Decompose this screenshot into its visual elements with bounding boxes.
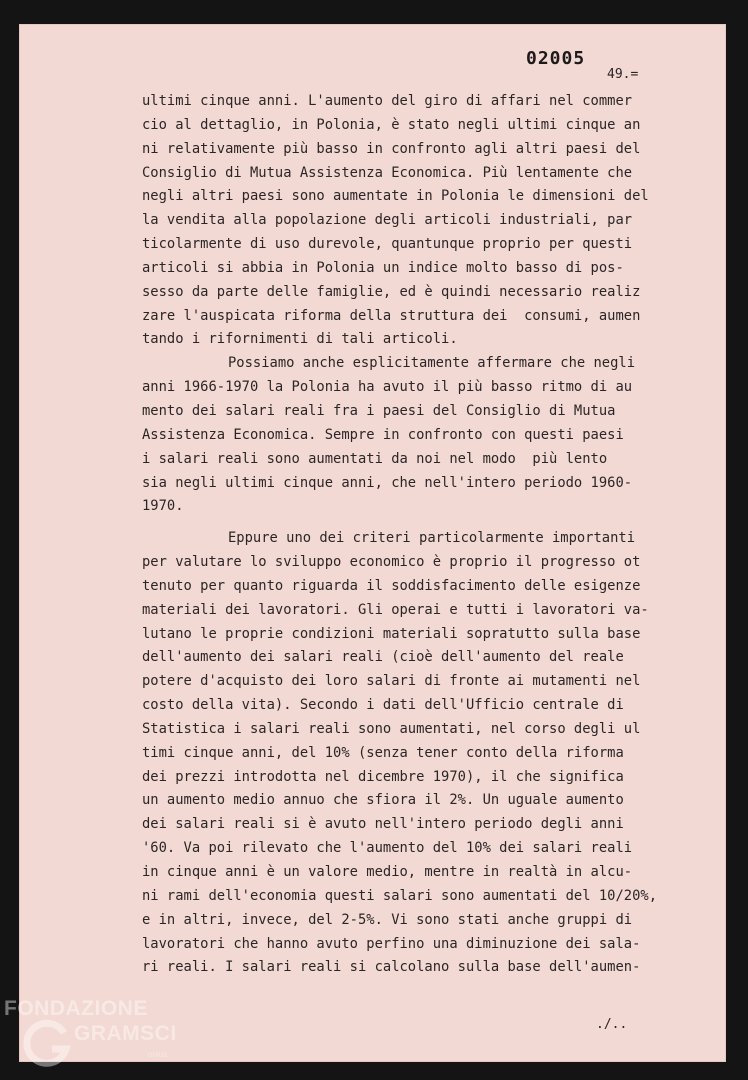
text-line: ni relativamente più basso in confronto agli altri paesi del bbox=[142, 140, 641, 157]
text-line: potere d'acquisto dei loro salari di fronte ai mutamenti nel bbox=[142, 673, 641, 690]
text-line: '60. Va poi rilevato che l'aumento del 10% dei salari reali bbox=[142, 840, 633, 857]
text-line: timi cinque anni, del 10% (senza tener conto della riforma bbox=[142, 744, 624, 761]
text-line: 1970. bbox=[142, 498, 184, 515]
text-line: Eppure uno dei criteri particolarmente importanti bbox=[228, 530, 636, 547]
text-line: negli altri paesi sono aumentate in Polonia le dimensioni del bbox=[142, 188, 649, 205]
text-line: Assistenza Economica. Sempre in confronto con questi paesi bbox=[142, 426, 624, 443]
text-line: Possiamo anche esplicitamente affermare che negli bbox=[228, 355, 636, 372]
text-line: dell'aumento dei salari reali (cioè dell'aumento del reale bbox=[142, 649, 624, 666]
text-line: sia negli ultimi cinque anni, che nell'intero periodo 1960- bbox=[142, 474, 633, 491]
text-line: Statistica i salari reali sono aumentati, nel corso degli ul bbox=[142, 720, 641, 737]
paragraph-1 bbox=[142, 90, 682, 352]
watermark-line-1: FONDAZIONE bbox=[4, 997, 148, 1020]
paragraph-2 bbox=[142, 352, 682, 519]
text-line: tando i rifornimenti di tali articoli. bbox=[142, 331, 458, 348]
body-text bbox=[142, 90, 682, 980]
text-line: e in altri, invece, del 2-5%. Vi sono stati anche gruppi di bbox=[142, 911, 633, 928]
text-line: la vendita alla popolazione degli articoli industriali, par bbox=[142, 212, 633, 229]
paragraph-3 bbox=[142, 527, 682, 980]
text-line: cio al dettaglio, in Polonia, è stato negli ultimi cinque an bbox=[142, 116, 641, 133]
text-line: in cinque anni è un valore medio, mentre in realtà in alcu- bbox=[142, 864, 633, 880]
text-line: i salari reali sono aumentati da noi nel modo più lento bbox=[142, 450, 608, 467]
page-number: 49.= bbox=[607, 67, 639, 82]
text-line: ticolarmente di uso durevole, quantunque proprio per questi bbox=[142, 236, 633, 253]
text-line: ni rami dell'economia questi salari sono aumentati del 10/20%, bbox=[142, 887, 657, 904]
text-line: ri reali. I salari reali si calcolano sulla base dell'aumen- bbox=[142, 959, 641, 976]
text-line: lutano le proprie condizioni materiali sopratutto sulla base bbox=[142, 625, 641, 642]
text-line: costo della vita). Secondo i dati dell'Ufficio centrale di bbox=[142, 697, 624, 714]
fondazione-gramsci-watermark bbox=[0, 995, 190, 1075]
text-line: sesso da parte delle famiglie, ed è quindi necessario realiz bbox=[142, 283, 641, 300]
text-line: un aumento medio annuo che sfiora il 2%. Un uguale aumento bbox=[142, 792, 624, 809]
archive-number: 02005 bbox=[526, 48, 586, 69]
text-line: dei salari reali si è avuto nell'intero periodo degli anni bbox=[142, 816, 624, 833]
watermark-line-2: GRAMSCI bbox=[74, 1022, 177, 1045]
text-line: tenuto per quanto riguarda il soddisfacimento delle esigenze bbox=[142, 577, 641, 594]
text-line: materiali dei lavoratori. Gli operai e tutti i lavoratori va- bbox=[142, 601, 649, 618]
watermark-g-icon bbox=[22, 1019, 72, 1069]
text-line: per valutare lo sviluppo economico è proprio il progresso ot bbox=[142, 554, 641, 571]
paragraph-spacer bbox=[142, 519, 682, 527]
text-line: dei prezzi introdotta nel dicembre 1970), il che significa bbox=[142, 768, 624, 785]
text-line: zare l'auspicata riforma della struttura dei consumi, aumen bbox=[142, 307, 641, 324]
text-line: articoli si abbia in Polonia un indice molto basso di pos- bbox=[142, 259, 624, 276]
text-line: Consiglio di Mutua Assistenza Economica. Più lentamente che bbox=[142, 164, 633, 181]
text-line: lavoratori che hanno avuto perfino una diminuzione dei sala- bbox=[142, 935, 641, 952]
text-line: ultimi cinque anni. L'aumento del giro di affari nel commer bbox=[142, 93, 633, 109]
watermark-line-3: onlus bbox=[148, 1050, 168, 1059]
text-line: anni 1966-1970 la Polonia ha avuto il più basso ritmo di au bbox=[142, 379, 633, 396]
continuation-mark: ./.. bbox=[596, 1017, 628, 1032]
text-line: mento dei salari reali fra i paesi del Consiglio di Mutua bbox=[142, 402, 616, 419]
